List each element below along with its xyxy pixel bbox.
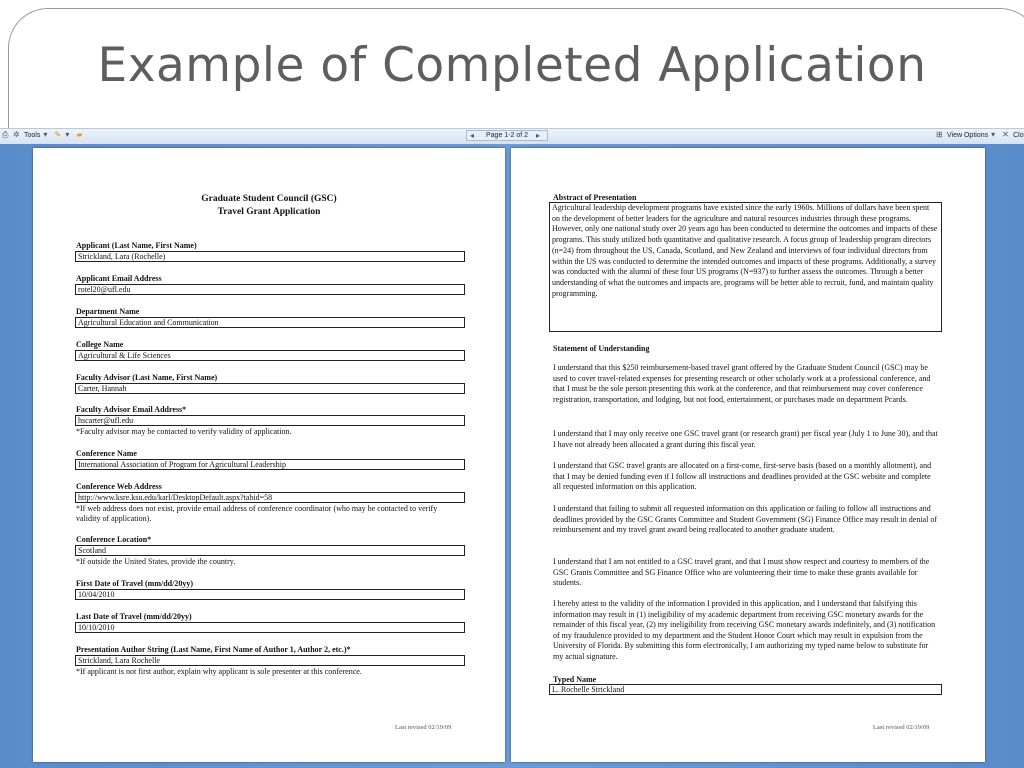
faculty-advisor-field[interactable]: Carter, Hannah — [75, 383, 465, 394]
statement-paragraph: I understand that I may only receive one GSC travel grant (or research grant) per fiscal year (July 1 to June 30), and that I have not already been allocated a grant during this fiscal year. — [553, 429, 938, 449]
first-travel-date-field[interactable]: 10/04/2010 — [75, 589, 465, 600]
last-travel-date-field[interactable]: 10/10/2010 — [75, 622, 465, 633]
page-1 — [33, 148, 505, 762]
field-label: College Name — [76, 340, 124, 349]
highlight-icon[interactable]: ✎ — [54, 130, 62, 139]
field-label: Faculty Advisor Email Address* — [76, 405, 187, 414]
previous-page-icon[interactable]: ◂ — [470, 130, 475, 140]
chevron-down-icon[interactable]: ▾ — [991, 130, 996, 139]
conference-name-field[interactable]: International Association of Program for Agricultural Leadership — [75, 459, 465, 470]
slide-title: Example of Completed Application — [97, 38, 927, 93]
typed-name-field[interactable]: L. Rochelle Strickland — [549, 684, 942, 695]
field-label: Presentation Author String (Last Name, First Name of Author 1, Author 2, etc.)* — [76, 645, 351, 654]
applicant-email-field[interactable]: rotel20@ufl.edu — [75, 284, 465, 295]
next-page-icon[interactable]: ▸ — [536, 130, 541, 140]
chevron-down-icon[interactable]: ▾ — [43, 130, 48, 139]
field-label: Conference Location* — [76, 535, 152, 544]
abstract-label: Abstract of Presentation — [553, 193, 637, 202]
conference-location-field[interactable]: Scotland — [75, 545, 465, 556]
field-label: Faculty Advisor (Last Name, First Name) — [76, 373, 218, 382]
field-label: Conference Web Address — [76, 482, 162, 491]
field-note: *If web address does not exist, provide email address of conference coordinator (who may be contacted to verify validity of application). — [76, 504, 438, 523]
close-icon[interactable]: ✕ — [1002, 130, 1009, 139]
field-note: *If outside the United States, provide the country. — [76, 557, 236, 566]
faculty-email-field[interactable]: hscarter@ufl.edu — [75, 415, 465, 426]
close-button[interactable]: Clo — [1013, 131, 1024, 139]
form-heading-line1: Graduate Student Council (GSC) — [201, 194, 337, 204]
statement-paragraph: I understand that GSC travel grants are allocated on a first-come, first-serve basis (based on a monthly allotment), and that I may be denied funding even if I follow all instructions and deadlines provided at the GSC website and complete all requested information on this application. — [553, 461, 932, 492]
page-2 — [511, 148, 985, 762]
revised-date: Last revised 02/19/09 — [395, 724, 452, 731]
view-options-icon[interactable]: ⊞ — [936, 130, 943, 139]
conference-web-field[interactable]: http://www.ksre.ksu.edu/karl/DesktopDefault.aspx?tabid=58 — [75, 492, 465, 503]
author-string-field[interactable]: Strickland, Lara Rochelle — [75, 655, 465, 666]
page-navigator — [466, 130, 548, 141]
page-indicator: Page 1-2 of 2 — [485, 132, 529, 139]
typed-name-label: Typed Name — [553, 675, 597, 684]
folder-icon[interactable]: ▰ — [76, 130, 83, 139]
chevron-down-icon[interactable]: ▾ — [65, 130, 70, 139]
form-heading-line2: Travel Grant Application — [217, 207, 321, 217]
field-label: Department Name — [76, 307, 140, 316]
field-label: First Date of Travel (mm/dd/20yy) — [76, 579, 194, 588]
field-note: *If applicant is not first author, explain why applicant is sole presenter at this conference. — [76, 667, 362, 676]
print-icon[interactable]: ⎙ — [2, 130, 9, 139]
applicant-name-field[interactable]: Strickland, Lara (Rochelle) — [75, 251, 465, 262]
field-label: Last Date of Travel (mm/dd/20yy) — [76, 612, 192, 621]
department-field[interactable]: Agricultural Education and Communication — [75, 317, 465, 328]
field-label: Applicant (Last Name, First Name) — [76, 241, 197, 250]
toolbar-right-group — [936, 131, 1024, 139]
tools-menu[interactable]: Tools — [24, 131, 41, 139]
field-label: Conference Name — [76, 449, 137, 458]
field-label: Applicant Email Address — [76, 274, 162, 283]
viewer-toolbar — [0, 128, 1024, 145]
college-field[interactable]: Agricultural & Life Sciences — [75, 350, 465, 361]
field-note: *Faculty advisor may be contacted to verify validity of application. — [76, 427, 292, 436]
statement-paragraph: I understand that this $250 reimbursement-based travel grant offered by the Graduate Student Council (GSC) may be used to cover travel-related expenses for presenting research or other scholarly work at a professional conference, and that I must be the sole person presenting this work at the conference, and that reimbursement may cover conference registration, transportation, and lodging, but not food, entertainment, or purchases made on department Pcards. — [553, 363, 931, 404]
statement-paragraph: I understand that failing to submit all requested information on this application or failing to follow all instructions and deadlines provided by the GSC Grants Committee and Student Government (SG) Finance Office may result in denial of reimbursement and my travel grant award being reallocated to another graduate student. — [553, 504, 937, 535]
toolbar-left-group — [2, 131, 84, 139]
view-options-menu[interactable]: View Options — [947, 131, 989, 139]
revised-date: Last revised 02/19/09 — [873, 724, 930, 731]
statement-heading: Statement of Understanding — [553, 344, 650, 353]
abstract-textarea[interactable]: Agricultural leadership development programs have existed since the early 1960s. Millions of dollars have been spent on the development of better leaders for the agriculture and natural resources industries through these programs. However, only one national study over 20 years ago has been conducted to determine the outcomes and impacts of these programs. This study utilized both quantitative and qualitative research. A focus group of leadership program directors (n=24) from throughout the US, Canada, Scotland, and New Zealand and interviews of four individual directors from within the US was conducted to determine the intended outcomes and impacts of these programs. Additionally, a survey was conducted with the alumni of these four US programs (N=937) to further assess the outcomes. Through a better understanding of what the outcomes and impacts are, programs will be better able to recruit, fund, and maintain quality programming. — [549, 202, 942, 332]
statement-paragraph: I hereby attest to the validity of the information I provided in this application, and I understand that falsifying this information may result in (1) ineligibility of my academic department from receiving GSC monetary awards for the remainder of this fiscal year, (2) my ineligibility from receiving GSC monetary awards indefinitely, and (3) notification of my fraudulence provided to my department and the Student Honor Court which may result in expulsion from the University of Florida. By submitting this form electronically, I am authorizing my typed name below to substitute for my actual signature. — [553, 599, 936, 661]
tools-icon[interactable]: ✲ — [13, 130, 20, 139]
statement-paragraph: I understand that I am not entitled to a GSC travel grant, and that I must show respect and courtesy to members of the GSC Grants Committee and SG Finance Office who are volunteering their time to make these grants available for students. — [553, 557, 930, 588]
